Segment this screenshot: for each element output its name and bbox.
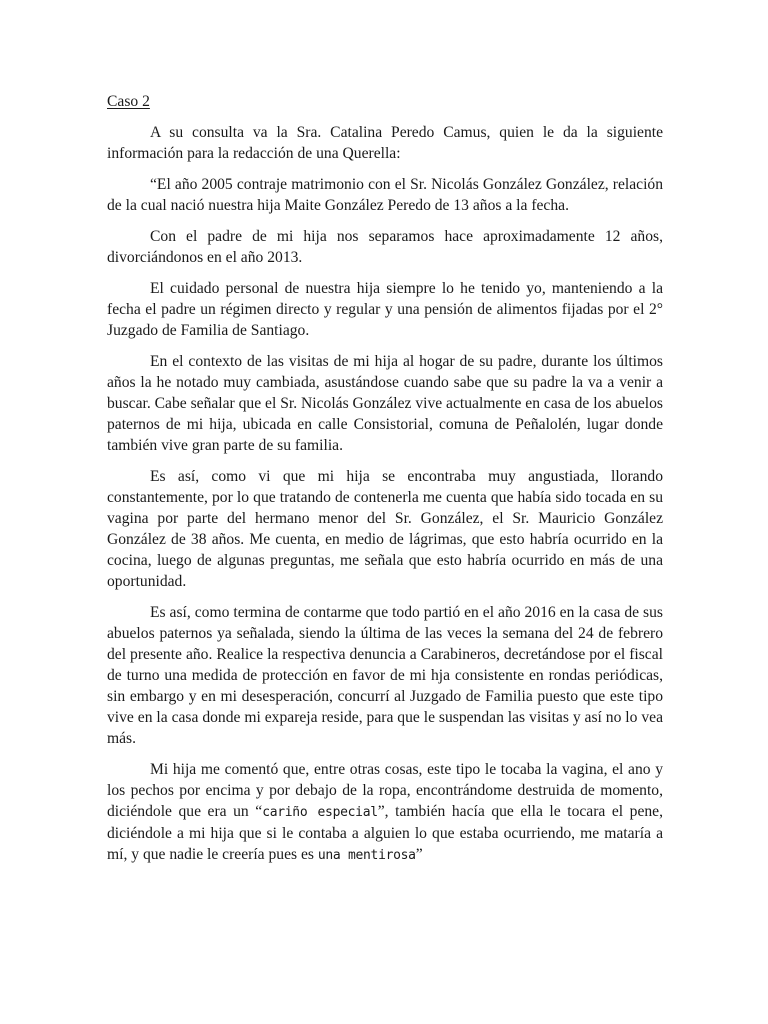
paragraph-7: Es así, como termina de contarme que todo partió en el año 2016 en la casa de sus abuelos paternos ya señalada, siendo la última de las veces la semana del 24 de febrero del presente año. Realice la respectiva denuncia a Carabineros, decretándose por el fiscal de turno una medida de protección en favor de mi hja consistente en rondas periódicas, sin embargo y en mi desesperación, concurrí al Juzgado de Familia puesto que este tipo vive en la casa donde mi expareja reside, para que le suspendan las visitas y así no lo vea más. <box>107 604 663 747</box>
paragraph-1: A su consulta va la Sra. Catalina Peredo Camus, quien le da la siguiente información para la redacción de una Querella: <box>107 124 663 162</box>
paragraph-4: El cuidado personal de nuestra hija siempre lo he tenido yo, manteniendo a la fecha el padre un régimen directo y regular y una pensión de alimentos fijadas por el 2° Juzgado de Familia de Santiago. <box>107 280 663 339</box>
paragraph-8-part-1: Mi hija me comentó que, entre otras cosas, este tipo le tocaba la vagina, el ano y los pechos por encima y por debajo de la ropa, encontrándome destruida de momento, diciéndole que era un “ <box>107 761 663 820</box>
paragraph-6: Es así, como vi que mi hija se encontraba muy angustiada, llorando constantemente, por lo que tratando de contenerla me cuenta que había sido tocada en su vagina por parte del hermano menor del Sr. González, el Sr. Mauricio González González de 38 años. Me cuenta, en medio de lágrimas, que esto habría ocurrido en la cocina, luego de algunas preguntas, me señala que esto habría ocurrido en más de una oportunidad. <box>107 468 663 590</box>
quoted-phrase-2: una mentirosa <box>317 848 416 863</box>
paragraph-8-part-3: ” <box>415 846 423 863</box>
paragraph-3: Con el padre de mi hija nos separamos hace aproximadamente 12 años, divorciándonos en el año 2013. <box>107 228 663 266</box>
quoted-phrase-1: cariño especial <box>262 805 378 820</box>
paragraph-8-part-2: ”, también hacía que ella le tocara el pene, diciéndole a mi hija que si le contaba a alguien lo que estaba ocurriendo, me mataría a mí, y que nadie le creería pues es <box>107 803 663 863</box>
document-body <box>107 91 663 876</box>
paragraph-2: “El año 2005 contraje matrimonio con el Sr. Nicolás González González, relación de la cual nació nuestra hija Maite González Peredo de 13 años a la fecha. <box>107 176 663 214</box>
document-heading: Caso 2 <box>107 93 150 110</box>
paragraph-5: En el contexto de las visitas de mi hija al hogar de su padre, durante los últimos años la he notado muy cambiada, asustándose cuando sabe que su padre la va a venir a buscar. Cabe señalar que el Sr. Nicolás González vive actualmente en casa de los abuelos paternos de mi hija, ubicada en calle Consistorial, comuna de Peñalolén, lugar donde también vive gran parte de su familia. <box>107 353 663 454</box>
paragraph-8 <box>107 759 663 866</box>
